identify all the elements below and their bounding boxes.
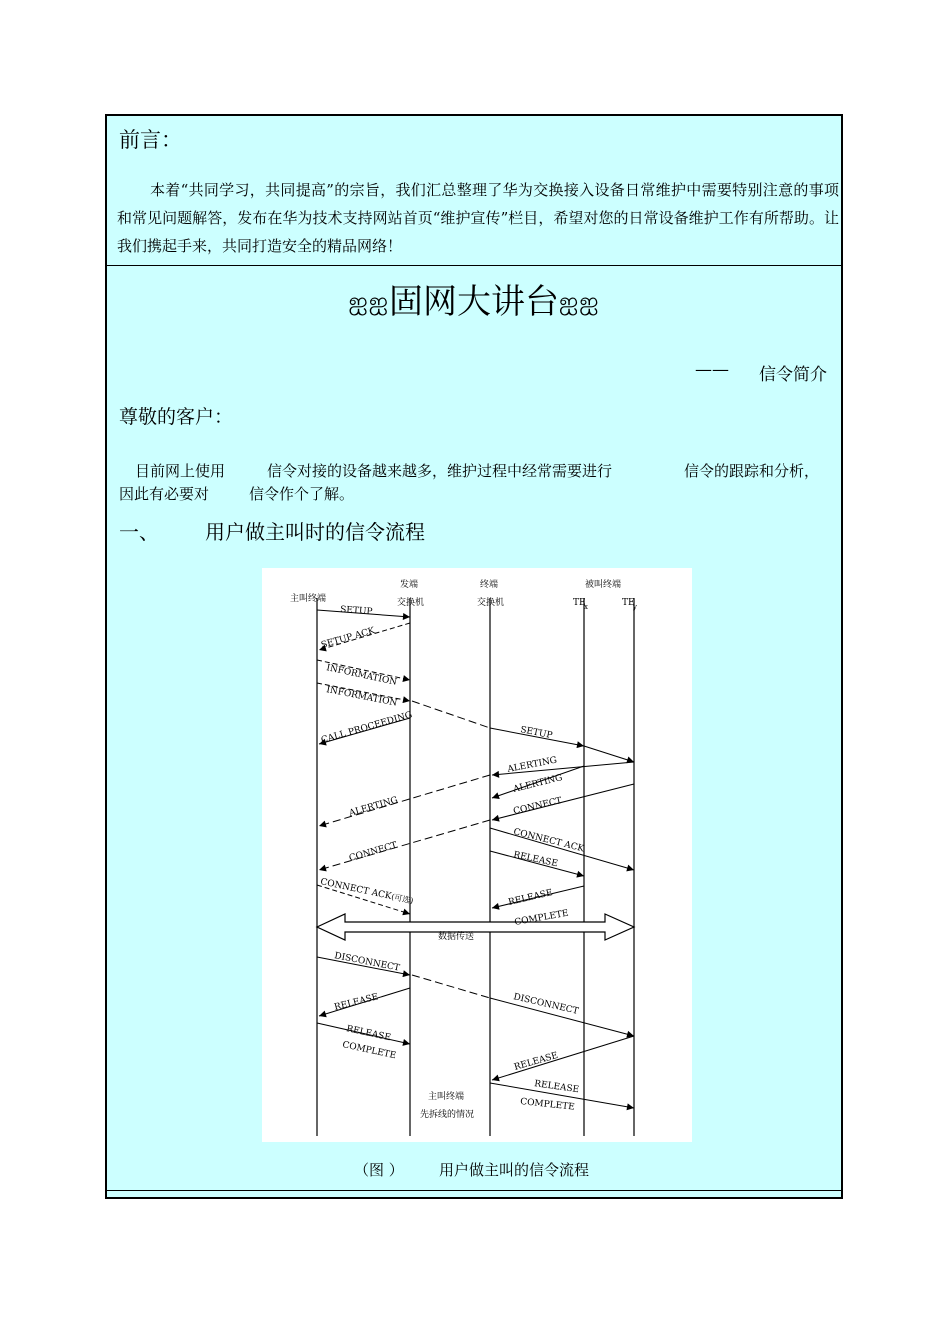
signaling-flow-diagram <box>262 568 692 1142</box>
lane-origin-top: 发端 <box>400 580 419 590</box>
lane-term-bottom: 交换机 <box>477 598 505 608</box>
label-release-2: RELEASE <box>507 888 554 908</box>
label-alerting-3: ALERTING <box>348 795 400 819</box>
table-bottom-line <box>107 1190 841 1191</box>
lane-tex-sub: x <box>584 603 588 611</box>
label-alerting-2: ALERTING <box>512 773 564 795</box>
paragraph-part3: 信令的跟踪和分析， <box>684 462 820 480</box>
message-labels <box>319 605 585 1120</box>
label-disconnect-2: DISCONNECT <box>512 992 580 1017</box>
label-disconnect-1: DISCONNECT <box>333 951 401 974</box>
lane-called-group: 被叫终端 <box>585 580 622 590</box>
banner-text: 固网大讲台 <box>389 282 559 322</box>
label-connect-2: CONNECT <box>348 840 399 864</box>
label-setup-1: SETUP <box>339 605 373 618</box>
label-release-1: RELEASE <box>512 850 559 870</box>
label-connect-ack-2 <box>319 876 414 906</box>
label-setup-2: SETUP <box>519 725 554 742</box>
banner-title <box>107 274 841 323</box>
subtitle-dash: —— <box>695 360 729 380</box>
signaling-flow-svg <box>262 568 692 1142</box>
arrow-alerting-3 <box>319 775 490 826</box>
paragraph-part2: 信令对接的设备越来越多，维护过程中经常需要进行 <box>267 462 613 480</box>
arrow-connect-2 <box>319 820 490 870</box>
label-release-6a: RELEASE <box>533 1079 580 1096</box>
lane-tey: TE <box>622 598 635 608</box>
table-divider <box>107 265 841 266</box>
label-alerting-1: ALERTING <box>506 755 558 775</box>
note-line1: 主叫终端 <box>428 1092 465 1102</box>
arrow-release-4 <box>492 1036 634 1080</box>
preface-heading: 前言： <box>119 128 182 152</box>
ornament-right-icon: ஐஐ <box>559 287 600 315</box>
lane-caller: 主叫终端 <box>290 594 327 604</box>
lane-origin-bottom: 交换机 <box>397 598 425 608</box>
section-title: 用户做主叫时的信令流程 <box>205 520 425 544</box>
preface-body: 本着“共同学习，共同提高”的宗旨，我们汇总整理了华为交换接入设备日常维护中需要特别注意的事项和常见问题解答，发布在华为技术支持网站首页“维护宣传”栏目，希望对您的日常设备维护工作有所帮助。让我们携起手来，共同打造安全的精品网络！ <box>117 181 839 255</box>
paragraph-part1: 目前网上使用 <box>135 462 226 480</box>
lane-tex: TE <box>573 598 586 608</box>
label-connect-ack-2-note: (可选) <box>390 892 415 906</box>
ornament-left-icon: ஐஐ <box>348 287 389 315</box>
figure-caption-label: （图 ） <box>354 1161 404 1179</box>
subtitle-text: 信令简介 <box>759 365 827 385</box>
arrow-setup-2b <box>584 746 634 762</box>
label-information-2: INFORMATION <box>325 685 398 709</box>
data-transfer-arrow <box>317 914 634 940</box>
content-table <box>105 114 843 1199</box>
label-call-proceeding: CALL PROCEEDING <box>320 710 414 746</box>
label-connect-ack-2-text: CONNECT ACK <box>319 877 393 902</box>
lane-term-top: 终端 <box>480 580 499 590</box>
lane-tey-sub: y <box>633 603 637 611</box>
paragraph-part4: 因此有必要对 <box>119 485 210 503</box>
label-setup-ack: SETUP ACK <box>320 626 377 651</box>
data-transfer-label: 数据传送 <box>438 932 475 942</box>
label-release-3: RELEASE <box>333 992 380 1013</box>
label-connect-1: CONNECT <box>512 796 563 817</box>
arrow-information-2b <box>412 701 490 728</box>
label-information-1: INFORMATION <box>325 663 398 688</box>
section-number: 一、 <box>119 520 159 544</box>
label-release-6b: COMPLETE <box>519 1097 576 1113</box>
paragraph-part5: 信令作个了解。 <box>249 485 355 503</box>
note-line2: 先拆线的情况 <box>420 1110 475 1120</box>
label-release-complete-a: COMPLETE <box>513 908 570 928</box>
greeting: 尊敬的客户： <box>119 406 234 428</box>
arrow-disconnect-1b <box>412 975 490 998</box>
label-release-5: RELEASE <box>513 1050 560 1073</box>
label-release-4a: RELEASE <box>345 1024 392 1044</box>
figure-caption-text: 用户做主叫的信令流程 <box>439 1161 590 1179</box>
label-connect-ack-1: CONNECT ACK <box>512 827 585 855</box>
label-release-4b: COMPLETE <box>341 1040 397 1062</box>
